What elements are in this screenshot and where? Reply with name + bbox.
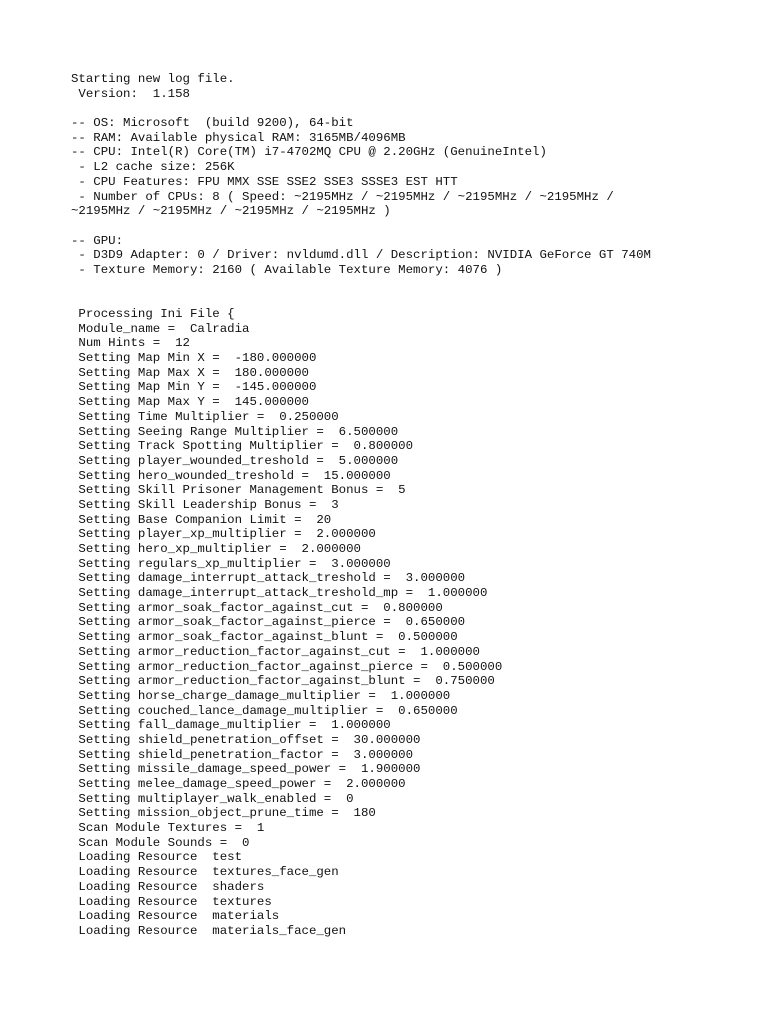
log-line — [71, 101, 651, 116]
log-line: Setting Base Companion Limit = 20 — [71, 512, 332, 527]
log-line: Version: 1.158 — [71, 86, 190, 101]
log-line: Setting Track Spotting Multiplier = 0.800000 — [71, 439, 414, 454]
log-line: Module_name = Calradia — [71, 321, 250, 336]
log-line: Setting player_wounded_treshold = 5.000000 — [71, 453, 399, 468]
log-line: Setting Skill Prisoner Management Bonus = 5 — [71, 483, 406, 498]
log-line: Setting Time Multiplier = 0.250000 — [71, 409, 339, 424]
log-line: Loading Resource materials — [71, 909, 280, 924]
log-line: Num Hints = 12 — [71, 336, 190, 351]
log-line: Setting armor_soak_factor_against_pierce = 0.650000 — [71, 615, 466, 630]
log-line: Setting horse_charge_damage_multiplier = 1.000000 — [71, 688, 451, 703]
log-line: Setting mission_object_prune_time = 180 — [71, 806, 376, 821]
log-line: Setting player_xp_multiplier = 2.000000 — [71, 527, 376, 542]
log-line: ~2195MHz / ~2195MHz / ~2195MHz / ~2195MHz ) — [71, 204, 391, 219]
log-line: Setting Map Min Y = -145.000000 — [71, 380, 317, 395]
log-line: Setting hero_xp_multiplier = 2.000000 — [71, 542, 361, 556]
log-line: Scan Module Sounds = 0 — [71, 835, 250, 850]
log-line: Loading Resource textures_face_gen — [71, 865, 339, 880]
log-line: - Number of CPUs: 8 ( Speed: ~2195MHz / ~2195MHz / ~2195MHz / ~2195MHz / — [71, 189, 614, 204]
log-line: - Texture Memory: 2160 ( Available Texture Memory: 4076 ) — [71, 262, 503, 277]
log-line: -- CPU: Intel(R) Core(TM) i7-4702MQ CPU @ 2.20GHz (GenuineIntel) — [71, 145, 547, 160]
log-line: Scan Module Textures = 1 — [71, 821, 265, 836]
log-line: Setting damage_interrupt_attack_treshold = 3.000000 — [71, 571, 466, 586]
log-line: Setting hero_wounded_treshold = 15.000000 — [71, 468, 391, 483]
log-line: Loading Resource shaders — [71, 879, 265, 894]
log-line: - D3D9 Adapter: 0 / Driver: nvldumd.dll / Description: NVIDIA GeForce GT 740M — [71, 248, 651, 263]
log-line: Loading Resource textures — [71, 894, 272, 909]
log-line: Setting regulars_xp_multiplier = 3.000000 — [71, 556, 391, 571]
log-line: Setting Map Max X = 180.000000 — [71, 365, 309, 380]
log-line: Setting shield_penetration_offset = 30.000000 — [71, 732, 421, 747]
log-line: Setting Map Max Y = 145.000000 — [71, 395, 309, 410]
log-line: Setting Seeing Range Multiplier = 6.500000 — [71, 424, 399, 439]
log-line — [71, 219, 651, 234]
log-line: Setting Map Min X = -180.000000 — [71, 351, 317, 366]
log-line: - L2 cache size: 256K — [71, 160, 235, 175]
log-line: Setting armor_reduction_factor_against_pierce = 0.500000 — [71, 659, 503, 674]
log-line: Setting melee_damage_speed_power = 2.000000 — [71, 777, 406, 791]
log-line: Setting armor_soak_factor_against_blunt = 0.500000 — [71, 630, 458, 645]
log-line — [71, 278, 651, 293]
log-line: Loading Resource test — [71, 850, 243, 865]
log-line: Setting missile_damage_speed_power = 1.900000 — [71, 762, 421, 777]
log-line: Setting multiplayer_walk_enabled = 0 — [71, 791, 354, 806]
log-line — [71, 292, 651, 307]
log-line: Loading Resource materials_face_gen — [71, 923, 347, 938]
log-line: Setting Skill Leadership Bonus = 3 — [71, 497, 339, 512]
log-line: Setting armor_reduction_factor_against_blunt = 0.750000 — [71, 674, 495, 689]
log-line: Setting armor_reduction_factor_against_cut = 1.000000 — [71, 644, 480, 659]
log-line: -- RAM: Available physical RAM: 3165MB/4096MB — [71, 130, 406, 145]
log-text — [71, 72, 651, 939]
log-line: Setting couched_lance_damage_multiplier = 0.650000 — [71, 703, 458, 718]
log-line: Processing Ini File { — [71, 307, 235, 321]
log-line: -- GPU: — [71, 233, 124, 248]
log-line: -- OS: Microsoft (build 9200), 64-bit — [71, 116, 354, 131]
log-line: Setting armor_soak_factor_against_cut = 0.800000 — [71, 600, 443, 615]
log-line: Setting shield_penetration_factor = 3.000000 — [71, 747, 414, 762]
log-line: - CPU Features: FPU MMX SSE SSE2 SSE3 SSSE3 EST HTT — [71, 174, 458, 189]
log-line: Setting damage_interrupt_attack_treshold_mp = 1.000000 — [71, 586, 488, 601]
log-line: Starting new log file. — [71, 72, 235, 86]
log-line: Setting fall_damage_multiplier = 1.000000 — [71, 718, 391, 733]
